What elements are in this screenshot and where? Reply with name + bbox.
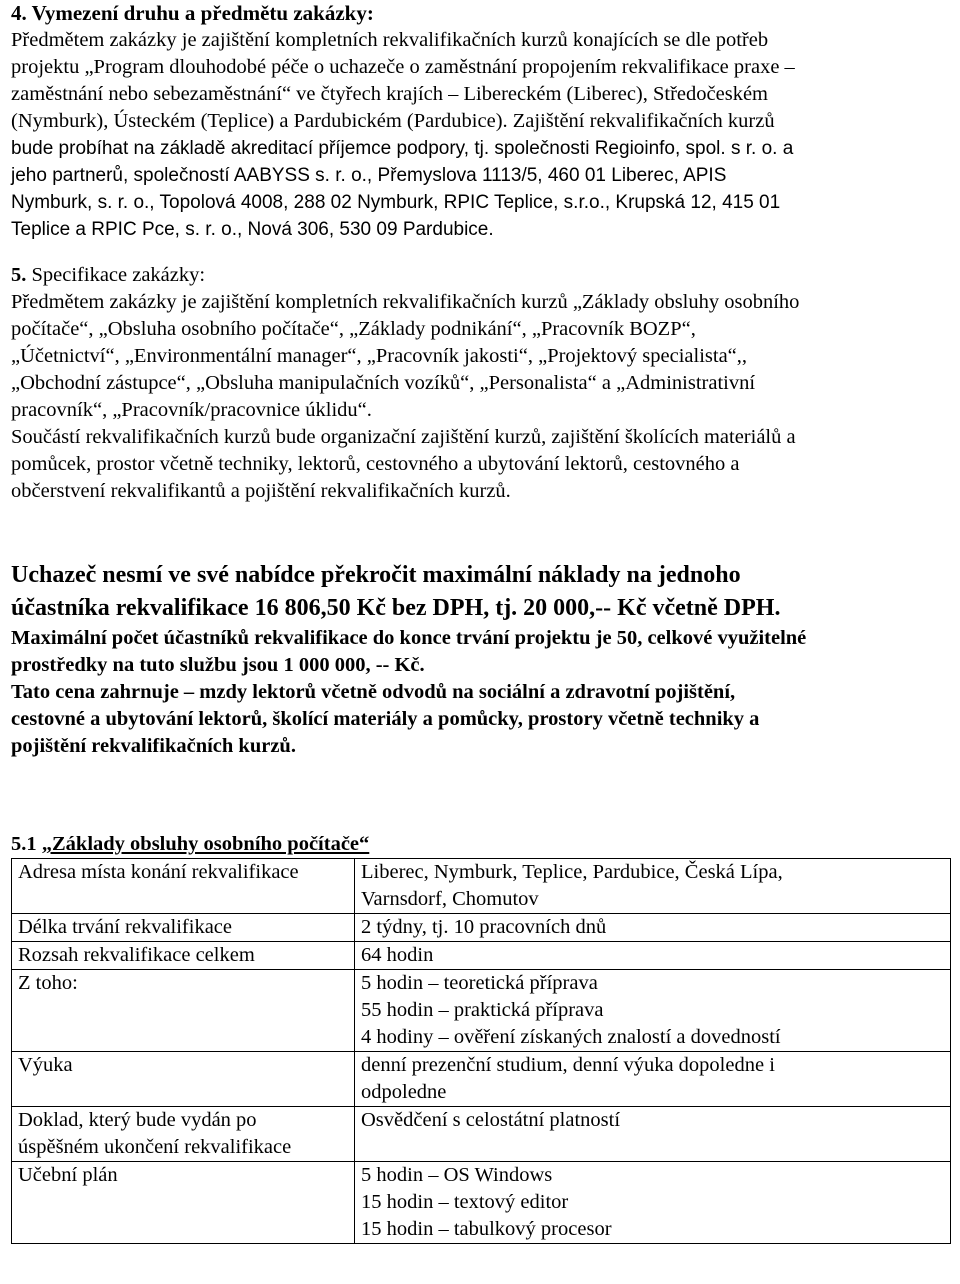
max-participants-statement <box>11 625 951 679</box>
table-row <box>12 914 951 942</box>
text-line: „Obchodní zástupce“, „Obsluha manipulačních vozíků“, „Personalista“ a „Administrativní <box>11 372 756 394</box>
table-value-line: 55 hodin – praktická příprava <box>361 999 604 1021</box>
table-value-line: 15 hodin – tabulkový procesor <box>361 1218 612 1240</box>
text-line: cestovné a ubytování lektorů, školící materiály a pomůcky, prostory včetně techniky a <box>11 708 760 730</box>
table-row <box>12 1162 951 1244</box>
section-5-title: Specifikace zakázky: <box>26 264 206 286</box>
subsection-title: „Základy obsluhy osobního počítače“ <box>41 833 370 855</box>
section-5-heading <box>11 262 951 289</box>
text-line: občerstvení rekvalifikantů a pojištění rekvalifikačních kurzů. <box>11 480 511 502</box>
subsection-number: 5.1 <box>11 833 42 855</box>
table-value-line: 15 hodin – textový editor <box>361 1191 569 1213</box>
text-line: Teplice a RPIC Pce, s. r. o., Nová 306, 530 09 Pardubice. <box>11 219 494 240</box>
table-value-line: odpoledne <box>361 1081 447 1103</box>
text-line: prostředky na tuto službu jsou 1 000 000, -- Kč. <box>11 654 425 676</box>
text-line: jeho partnerů, společností AABYSS s. r. o., Přemyslova 1113/5, 460 01 Liberec, APIS <box>11 165 727 186</box>
table-row <box>12 859 951 914</box>
max-cost-statement <box>11 559 951 625</box>
text-line: pracovník“, „Pracovník/pracovnice úklidu“. <box>11 399 372 421</box>
text-line: pomůcek, prostor včetně techniky, lektorů, cestovného a ubytování lektorů, cestovného a <box>11 453 740 475</box>
text-line: projektu „Program dlouhodobé péče o uchazeče o zaměstnání propojením rekvalifikace praxe – <box>11 56 795 78</box>
table-label-cell <box>12 859 355 914</box>
table-row <box>12 1107 951 1162</box>
document-page <box>11 0 951 1244</box>
text-line: bude probíhat na základě akreditací příjemce podpory, tj. společnosti Regioinfo, spol. s r. o. a <box>11 138 794 159</box>
table-label-cell <box>12 1052 355 1107</box>
table-value-line: Varnsdorf, Chomutov <box>361 888 539 910</box>
table-label-cell <box>12 914 355 942</box>
table-label-cell <box>12 1162 355 1244</box>
table-value-cell <box>355 859 951 914</box>
table-value-line: Osvědčení s celostátní platností <box>361 1109 621 1131</box>
table-label-line: úspěšném ukončení rekvalifikace <box>18 1136 292 1158</box>
text-line: Předmětem zakázky je zajištění kompletních rekvalifikačních kurzů konajících se dle potřeb <box>11 29 769 51</box>
table-label-cell <box>12 942 355 970</box>
table-row <box>12 970 951 1052</box>
text-line: Tato cena zahrnuje – mzdy lektorů včetně odvodů na sociální a zdravotní pojištění, <box>11 681 736 703</box>
table-value-line: 64 hodin <box>361 944 434 966</box>
table-label-line: Učební plán <box>18 1164 118 1186</box>
table-value-cell <box>355 1107 951 1162</box>
section-5-number: 5. <box>11 264 27 286</box>
course-info-table <box>11 858 951 1244</box>
text-line: Uchazeč nesmí ve své nabídce překročit maximální náklady na jednoho <box>11 562 741 588</box>
table-label-line: Rozsah rekvalifikace celkem <box>18 944 255 966</box>
text-line: účastníka rekvalifikace 16 806,50 Kč bez DPH, tj. 20 000,-- Kč včetně DPH. <box>11 595 781 621</box>
table-value-cell <box>355 970 951 1052</box>
table-value-cell <box>355 1052 951 1107</box>
table-value-cell <box>355 942 951 970</box>
text-line: počítače“, „Obsluha osobního počítače“, „Základy podnikání“, „Pracovník BOZP“, <box>11 318 696 340</box>
course-info-table-body <box>12 859 951 1244</box>
text-line: Nymburk, s. r. o., Topolová 4008, 288 02 Nymburk, RPIC Teplice, s.r.o., Krupská 12, 415 01 <box>11 192 781 213</box>
table-value-line: denní prezenční studium, denní výuka dopoledne i <box>361 1054 775 1076</box>
text-line: Předmětem zakázky je zajištění kompletních rekvalifikačních kurzů „Základy obsluhy osobního <box>11 291 800 313</box>
text-line: zaměstnání nebo sebezaměstnání“ ve čtyřech krajích – Libereckém (Liberec), Středočeském <box>11 83 768 105</box>
text-line: „Účetnictví“, „Environmentální manager“, „Pracovník jakosti“, „Projektový specialista“,, <box>11 345 748 367</box>
section-5-paragraph-1 <box>11 289 951 424</box>
section-5-paragraph-2 <box>11 424 951 505</box>
table-label-line: Doklad, který bude vydán po <box>18 1109 257 1131</box>
table-value-line: 5 hodin – OS Windows <box>361 1164 553 1186</box>
text-line: Součástí rekvalifikačních kurzů bude organizační zajištění kurzů, zajištění školících materiálů a <box>11 426 796 448</box>
text-line: (Nymburk), Ústeckém (Teplice) a Pardubickém (Pardubice). Zajištění rekvalifikačních kurzů <box>11 110 775 132</box>
table-value-line: 5 hodin – teoretická příprava <box>361 972 598 994</box>
table-value-line: 4 hodiny – ověření získaných znalostí a dovedností <box>361 1026 781 1048</box>
table-value-cell <box>355 1162 951 1244</box>
table-value-line: 2 týdny, tj. 10 pracovních dnů <box>361 916 607 938</box>
table-row <box>12 942 951 970</box>
text-line: pojištění rekvalifikačních kurzů. <box>11 735 296 757</box>
table-label-line: Z toho: <box>18 972 78 994</box>
table-row <box>12 1052 951 1107</box>
table-label-line: Adresa místa konání rekvalifikace <box>18 861 299 883</box>
table-label-line: Výuka <box>18 1054 73 1076</box>
subsection-heading <box>11 831 951 858</box>
text-line: Maximální počet účastníků rekvalifikace do konce trvání projektu je 50, celkové využitelné <box>11 627 807 649</box>
table-value-line: Liberec, Nymburk, Teplice, Pardubice, Česká Lípa, <box>361 861 783 883</box>
table-value-cell <box>355 914 951 942</box>
table-label-line: Délka trvání rekvalifikace <box>18 916 232 938</box>
section-4-heading: 4. Vymezení druhu a předmětu zakázky: <box>11 1 374 25</box>
price-includes-statement <box>11 679 951 760</box>
table-label-cell <box>12 1107 355 1162</box>
table-label-cell <box>12 970 355 1052</box>
section-4-paragraph <box>11 27 951 243</box>
